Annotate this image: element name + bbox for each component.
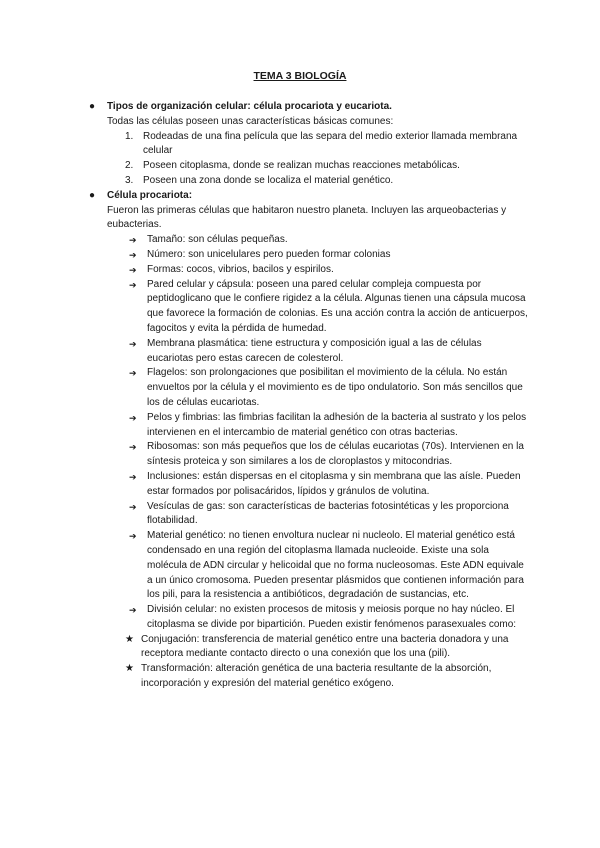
list-item-text: Rodeadas de una fina película que las separa del medio exterior llamada membrana celular <box>143 130 518 157</box>
list-item-text: Tamaño: son células pequeñas. <box>147 234 288 246</box>
section-celula-procariota <box>89 189 529 692</box>
list-item <box>125 411 529 441</box>
document-body <box>89 100 529 692</box>
list-item-text: División celular: no existen procesos de mitosis y meiosis porque no hay núcleo. El citoplasma se divide por bipartición. Pueden existir fenómenos parasexuales como: <box>147 604 517 630</box>
arrow-right-icon: ➔ <box>129 412 137 423</box>
section-intro: Fueron las primeras células que habitaron nuestro planeta. Incluyen las arqueobacterias y eubacterias. <box>107 204 507 231</box>
star-icon: ★ <box>125 633 134 645</box>
arrow-right-icon: ➔ <box>129 338 137 349</box>
list-item <box>125 248 529 263</box>
arrow-right-icon: ➔ <box>129 501 137 512</box>
list-item-text: Transformación: alteración genética de una bacteria resultante de la absorción, incorporación y expresión del material genético exógeno. <box>141 663 492 690</box>
list-number: 3. <box>125 174 134 186</box>
list-item-text: Formas: cocos, vibrios, bacilos y espirilos. <box>147 263 334 275</box>
list-item <box>125 529 529 603</box>
list-item-text: Poseen citoplasma, donde se realizan muchas reacciones metabólicas. <box>143 160 460 172</box>
list-item <box>125 366 529 410</box>
arrow-right-icon: ➔ <box>129 264 137 275</box>
list-item-text: Número: son unicelulares pero pueden formar colonias <box>147 248 391 260</box>
bullet-icon: ● <box>89 189 96 201</box>
star-list <box>125 633 529 692</box>
arrow-list <box>125 233 529 633</box>
list-item <box>125 278 529 337</box>
list-item-text: Vesículas de gas: son características de bacterias fotosintéticas y les proporciona flotabilidad. <box>147 500 509 527</box>
list-item <box>125 470 529 500</box>
list-item-text: Poseen una zona donde se localiza el material genético. <box>143 174 394 186</box>
arrow-right-icon: ➔ <box>129 368 137 379</box>
document-title: TEMA 3 BIOLOGÍA <box>253 70 347 82</box>
section-heading: Tipos de organización celular: célula procariota y eucariota. <box>107 101 392 112</box>
list-number: 1. <box>125 130 134 142</box>
list-item <box>125 263 529 278</box>
list-item <box>125 603 529 633</box>
section-heading: Célula procariota: <box>107 189 193 201</box>
star-icon: ★ <box>125 663 134 675</box>
bullet-icon: ● <box>89 101 96 112</box>
list-item <box>125 174 529 189</box>
arrow-right-icon: ➔ <box>129 442 137 453</box>
section-organizacion-celular <box>89 100 529 189</box>
section-heading-row <box>89 189 529 204</box>
list-item-text: Conjugación: transferencia de material genético entre una bacteria donadora y una receptora mediante contacto directo o una conexión que los una (pili). <box>141 633 509 660</box>
list-item <box>125 440 529 470</box>
arrow-right-icon: ➔ <box>129 531 137 542</box>
list-item-text: Ribosomas: son más pequeños que los de células eucariotas (70s). Intervienen en la síntesis proteica y son similares a los de cloroplastos y mitocondrias. <box>147 441 524 468</box>
list-item-text: Material genético: no tienen envoltura nuclear ni nucleolo. El material genético está condensado en una región del citoplasma llamada nucleoide. Existe una sola molécula de ADN circular y helicoidal que no forma nucleosomas. Este ADN equivale a un único cromosoma. Pueden presentar plásmidos que contienen información para los pili, para la resistencia a antibióticos, degradación de sustancias, etc. <box>147 530 524 601</box>
list-item-text: Membrana plasmática: tiene estructura y composición igual a las de células eucariotas pero estas carecen de colesterol. <box>147 337 482 364</box>
list-item <box>125 337 529 367</box>
section-heading-row <box>89 100 529 115</box>
list-item-text: Flagelos: son prolongaciones que posibilitan el movimiento de la célula. No están envueltos por la célula y el movimiento es de tipo ondulatorio. Son más sencillos que los de células eucariotas. <box>147 367 523 408</box>
list-item-text: Inclusiones: están dispersas en el citoplasma y sin membrana que las aísle. Pueden estar formados por polisacáridos, lípidos y gránulos de volutina. <box>147 470 521 497</box>
list-item <box>125 233 529 248</box>
list-item <box>125 633 529 663</box>
list-number: 2. <box>125 160 134 172</box>
list-item-text: Pelos y fimbrias: las fimbrias facilitan la adhesión de la bacteria al sustrato y los pelos intervienen en el intercambio de material genético con otras bacterias. <box>147 411 527 438</box>
numbered-list <box>125 130 529 189</box>
arrow-right-icon: ➔ <box>129 605 137 616</box>
arrow-right-icon: ➔ <box>129 249 137 260</box>
list-item <box>125 159 529 174</box>
section-intro: Todas las células poseen unas características básicas comunes: <box>107 115 394 127</box>
arrow-right-icon: ➔ <box>129 471 137 482</box>
arrow-right-icon: ➔ <box>129 279 137 290</box>
list-item <box>125 500 529 530</box>
list-item-text: Pared celular y cápsula: poseen una pared celular compleja compuesta por peptidoglicano que le confiere rigidez a la célula. Algunas tienen una cápsula mucosa que favorece la formación de colonias. Es una acción contra la acción de anticuerpos, fagocitos y evita la pérdida de humedad. <box>147 278 528 334</box>
list-item <box>125 130 529 160</box>
arrow-right-icon: ➔ <box>129 235 137 246</box>
list-item <box>125 662 529 692</box>
